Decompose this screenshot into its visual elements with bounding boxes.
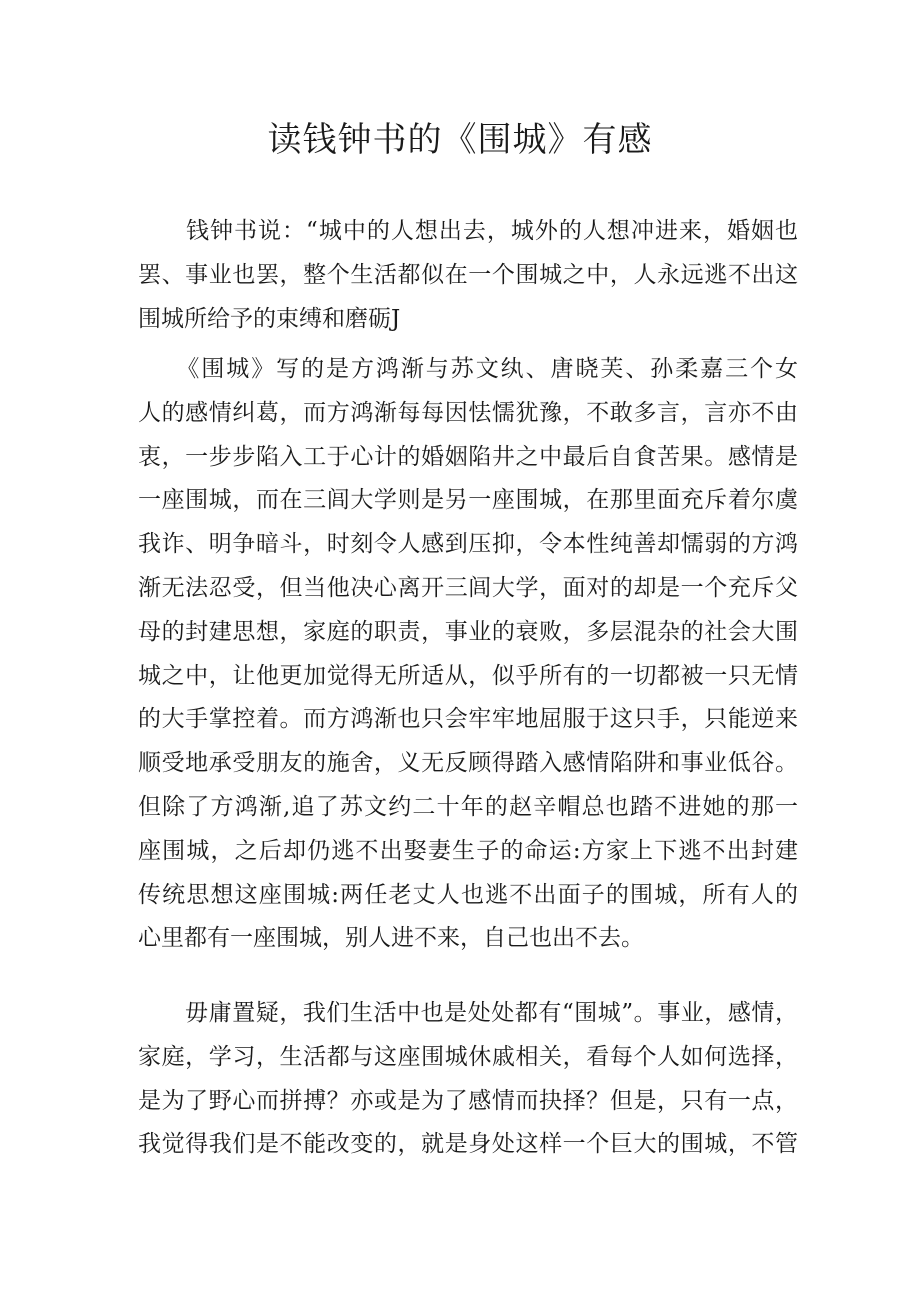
paragraph-line: 城之中，让他更加觉得无所适从，似乎所有的一切都被一只无情: [138, 662, 798, 689]
paragraph-line: 母的封建思想，家庭的职责，事业的衰败，多层混杂的社会大围: [138, 618, 798, 645]
document-title: 读钱钟书的《围城》有感: [267, 120, 653, 160]
paragraph-line: 钱钟书说：“城中的人想出去，城外的人想冲进来，婚姻也: [138, 218, 798, 244]
paragraph-line: 一座围城，而在三闾大学则是另一座围城，在那里面充斥着尔虞: [138, 487, 798, 514]
paragraph-line: 衷，一步步陷入工于心计的婚姻陷井之中最后自食苦果。感情是: [138, 443, 798, 470]
paragraph-line: 渐无法忍受，但当他决心离开三闾大学，面对的却是一个充斥父: [138, 574, 798, 601]
paragraph-3: [138, 992, 798, 1167]
paragraph-line: 但除了方鸿渐,追了苏文约二十年的赵辛帽总也踏不进她的那一: [138, 793, 798, 820]
paragraph-line: 我觉得我们是不能改变的，就是身处这样一个巨大的围城，不管: [138, 1131, 798, 1158]
paragraph-line: 人的感情纠葛，而方鸿渐每每因怯懦犹豫，不敢多言，言亦不由: [138, 399, 798, 426]
paragraph-2: [138, 348, 798, 961]
paragraph-line: 罢、事业也罢，整个生活都似在一个围城之中，人永远逃不出这: [138, 261, 798, 288]
paragraph-line: 传统思想这座围城:两任老丈人也逃不出面子的围城，所有人的: [138, 881, 798, 908]
paragraph-line: 的大手掌控着。而方鸿渐也只会牢牢地屈服于这只手，只能逆来: [138, 706, 798, 733]
paragraph-line: 顺受地承受朋友的施舍，义无反顾得踏入感情陷阱和事业低谷。: [138, 750, 798, 777]
paragraph-line: 家庭，学习，生活都与这座围城休戚相关，看每个人如何选择，: [138, 1043, 798, 1070]
paragraph-line: 《围城》写的是方鸿渐与苏文纨、唐晓芙、孙柔嘉三个女: [138, 356, 798, 382]
paragraph-line: 心里都有一座围城，别人进不来，自己也出不去。: [138, 925, 644, 952]
paragraph-line: 我诈、明争暗斗，时刻令人感到压抑，令本性纯善却懦弱的方鸿: [138, 531, 798, 558]
paragraph-1: [138, 210, 798, 341]
paragraph-line: 围城所给予的束缚和磨砺J: [138, 305, 401, 332]
paragraph-line: 毋庸置疑，我们生活中也是处处都有“围城”。事业，感情，: [138, 1000, 798, 1026]
paragraph-line: 是为了野心而拼搏？亦或是为了感情而抉择？但是，只有一点，: [138, 1087, 798, 1114]
paragraph-line: 座围城，之后却仍逃不出娶妻生子的命运:方家上下逃不出封建: [138, 837, 798, 864]
